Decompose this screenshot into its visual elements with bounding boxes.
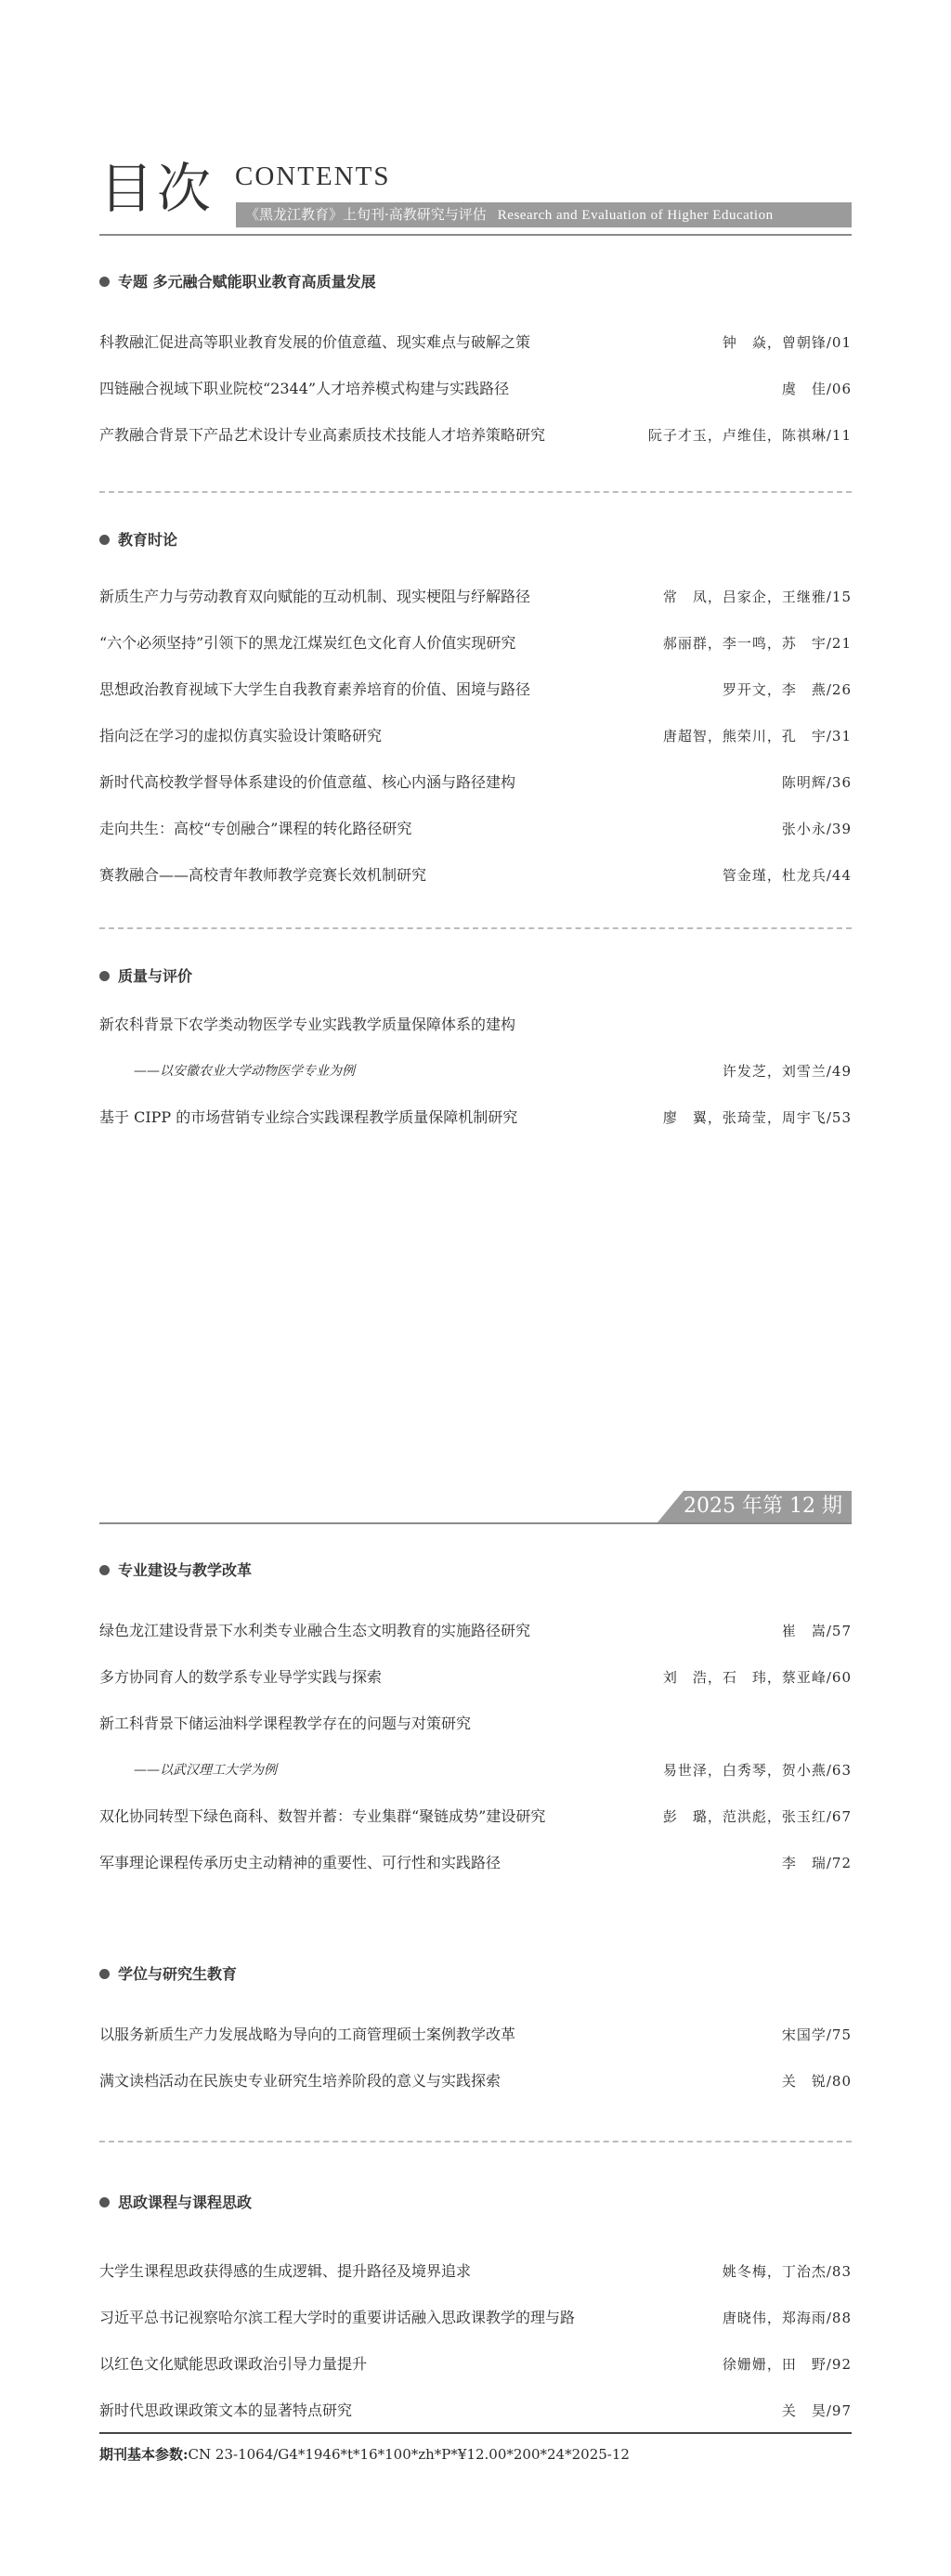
toc-entry[interactable] [99,1620,852,1642]
section-title: 专业建设与教学改革 [99,1559,252,1580]
article-title: 双化协同转型下绿色商科、数智并蓄：专业集群“聚链成势”建设研究 [99,1807,546,1825]
toc-entry[interactable] [99,2070,852,2092]
article-authors: 关 昊/97 [781,2402,852,2419]
article-title: 满文读档活动在民族史专业研究生培养阶段的意义与实践探索 [99,2072,502,2090]
article-authors: 阮子才玉，卢维佳，陈祺琳/11 [647,427,852,444]
toc-entry[interactable] [99,1666,852,1689]
article-authors: 姚冬梅，丁治杰/83 [722,2263,852,2280]
bullet-icon [99,2197,110,2207]
toc-entry[interactable] [99,864,852,887]
article-authors: 宋国学/75 [781,2026,852,2043]
toc-entry[interactable] [99,378,852,400]
article-authors: 唐超智，熊荣川，孔 宇/31 [662,728,852,744]
article-title: 新工科背景下储运油料学课程教学存在的问题与对策研究 [99,1715,472,1732]
article-authors: 徐姗姗，田 野/92 [722,2356,852,2373]
article-title: 基于 CIPP 的市场营销专业综合实践课程教学质量保障机制研究 [99,1108,518,1126]
article-title: 指向泛在学习的虚拟仿真实验设计策略研究 [99,727,383,744]
article-authors: 唐晓伟，郑海雨/88 [722,2310,852,2326]
toc-entry[interactable] [99,1107,852,1129]
journal-parameters-value: CN 23-1064/G4*1946*t*16*100*zh*P*¥12.00*200*24*2025-12 [188,2446,630,2463]
toc-entry[interactable] [99,818,852,840]
section-title: 专题 多元融合赋能职业教育高质量发展 [99,270,376,291]
article-authors: 李 瑞/72 [781,1855,852,1871]
toc-entry[interactable] [99,2353,852,2375]
bullet-icon [99,535,110,545]
article-authors: 彭 璐，范洪彪，张玉红/67 [662,1808,852,1825]
article-authors: 钟 焱，曾朝锋/01 [722,334,852,351]
toc-entry[interactable] [99,679,852,701]
header-rule [99,234,852,236]
article-authors: 关 锐/80 [781,2073,852,2090]
journal-parameters [99,2444,630,2464]
article-title: 大学生课程思政获得感的生成逻辑、提升路径及境界追求 [99,2262,472,2280]
issue-number: 2025 年第 12 期 [684,1495,842,1518]
toc-entry[interactable] [99,2307,852,2329]
footer-rule [99,2432,852,2434]
toc-entry[interactable] [99,331,852,354]
contents-title-en: CONTENTS [235,162,391,191]
article-authors: 张小永/39 [781,821,852,837]
article-title: 多方协同育人的数学系专业导学实践与探索 [99,1668,383,1686]
article-authors: 郝丽群，李一鸣，苏 宇/21 [662,635,852,652]
article-title: 四链融合视域下职业院校“2344”人才培养模式构建与实践路径 [99,380,510,397]
article-title: “六个必须坚持”引领下的黑龙江煤炭红色文化育人价值实现研究 [99,634,516,652]
section-title: 教育时论 [99,528,177,550]
article-title: 以服务新质生产力发展战略为导向的工商管理硕士案例教学改革 [99,2026,516,2043]
toc-entry[interactable] [99,1060,852,1082]
issue-number-bar [658,1491,852,1522]
contents-title-cn: 目次 [99,157,215,220]
article-authors: 常 凤，吕家企，王继雅/15 [662,589,852,605]
article-authors: 崔 嵩/57 [781,1623,852,1639]
article-title: 赛教融合——高校青年教师教学竞赛长效机制研究 [99,866,427,884]
article-title: 新农科背景下农学类动物医学专业实践教学质量保障体系的建构 [99,1016,516,1033]
article-title: 新质生产力与劳动教育双向赋能的互动机制、现实梗阻与纾解路径 [99,588,531,605]
toc-entry[interactable] [99,1713,852,1735]
article-authors: 虞 佳/06 [781,381,852,397]
journal-parameters-label: 期刊基本参数: [99,2446,189,2463]
article-subtitle: ——以安徽农业大学动物医学专业为例 [134,1064,355,1079]
issue-rule [99,1522,852,1524]
article-subtitle: ——以武汉理工大学为例 [134,1763,277,1778]
article-title: 绿色龙江建设背景下水利类专业融合生态文明教育的实施路径研究 [99,1622,531,1639]
journal-subtitle-bar [236,202,852,227]
section-divider [99,927,852,929]
toc-entry[interactable] [99,1759,852,1781]
toc-entry[interactable] [99,1806,852,1828]
article-authors: 许发芝，刘雪兰/49 [722,1063,852,1080]
section-divider [99,491,852,493]
toc-entry[interactable] [99,1852,852,1874]
article-title: 军事理论课程传承历史主动精神的重要性、可行性和实践路径 [99,1854,502,1871]
article-title: 习近平总书记视察哈尔滨工程大学时的重要讲话融入思政课教学的理与路 [99,2309,576,2326]
toc-entry[interactable] [99,771,852,794]
article-authors: 罗开文，李 燕/26 [722,681,852,698]
article-title: 新时代思政课政策文本的显著特点研究 [99,2401,353,2419]
journal-subtitle-en: Research and Evaluation of Higher Education [497,208,774,223]
article-title: 产教融合背景下产品艺术设计专业高素质技术技能人才培养策略研究 [99,426,546,444]
toc-entry[interactable] [99,424,852,447]
article-authors: 管金瑾，杜龙兵/44 [722,867,852,884]
section-title: 质量与评价 [99,964,192,986]
toc-entry[interactable] [99,2400,852,2422]
bullet-icon [99,277,110,287]
article-authors: 廖 翼，张琦莹，周宇飞/53 [662,1109,852,1126]
toc-entry[interactable] [99,2260,852,2283]
toc-entry[interactable] [99,632,852,654]
article-authors: 刘 浩，石 玮，蔡亚峰/60 [662,1669,852,1686]
article-title: 走向共生：高校“专创融合”课程的转化路径研究 [99,820,412,837]
article-title: 科教融汇促进高等职业教育发展的价值意蕴、现实难点与破解之策 [99,333,531,351]
article-authors: 陈明辉/36 [781,774,852,791]
toc-entry[interactable] [99,1014,852,1036]
article-title: 以红色文化赋能思政课政治引导力量提升 [99,2355,368,2373]
article-title: 新时代高校教学督导体系建设的价值意蕴、核心内涵与路径建构 [99,773,516,791]
bullet-icon [99,971,110,981]
article-title: 思想政治教育视域下大学生自我教育素养培育的价值、困境与路径 [99,680,531,698]
section-title: 学位与研究生教育 [99,1962,237,1984]
bullet-icon [99,1565,110,1575]
toc-entry[interactable] [99,725,852,747]
contents-header [99,157,852,234]
article-authors: 易世泽，白秀琴，贺小燕/63 [662,1762,852,1779]
bullet-icon [99,1969,110,1979]
toc-entry[interactable] [99,2024,852,2046]
section-divider [99,2141,852,2142]
section-title: 思政课程与课程思政 [99,2191,252,2212]
toc-entry[interactable] [99,586,852,608]
journal-subtitle-cn: 《黑龙江教育》上旬刊·高教研究与评估 [245,206,487,223]
